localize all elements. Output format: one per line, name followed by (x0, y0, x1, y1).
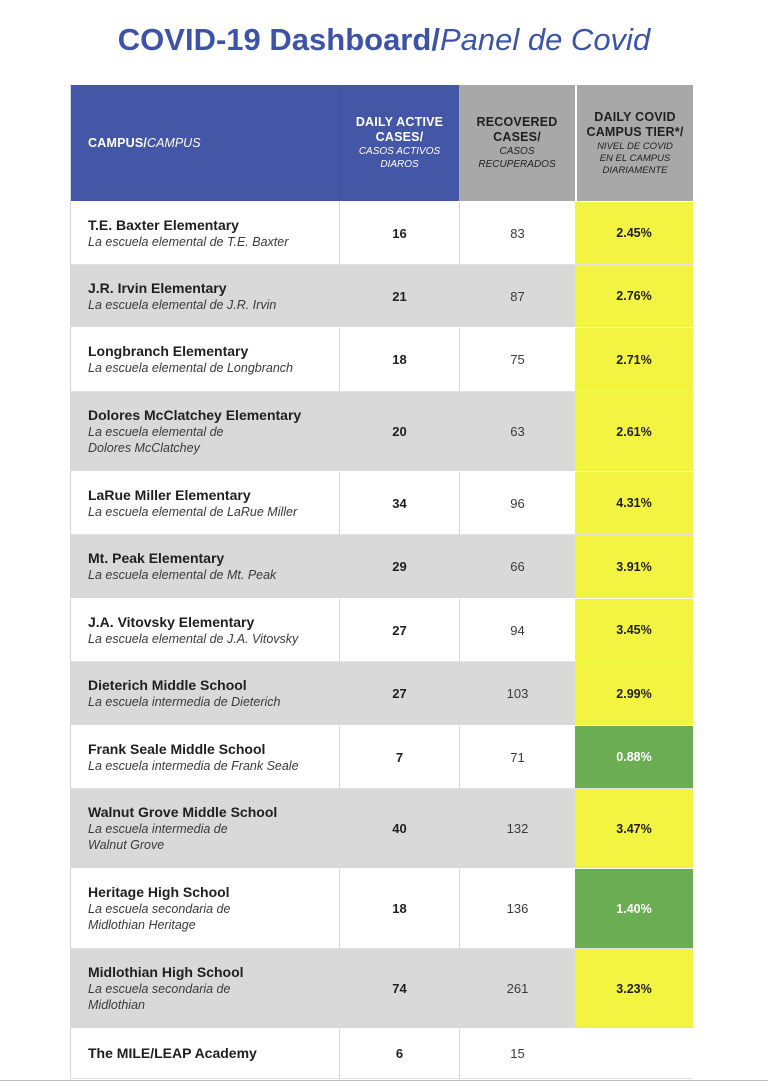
campus-tier-cell (575, 328, 693, 391)
recovered-cases-cell (459, 1029, 575, 1078)
active-cases-value: 21 (392, 288, 407, 304)
recovered-cases-value: 83 (510, 225, 525, 241)
campus-cell (71, 1029, 339, 1078)
recovered-cases-value: 136 (506, 901, 529, 916)
active-cases-value: 6 (395, 1046, 404, 1061)
table-row (71, 535, 693, 599)
recovered-cases-value: 132 (506, 821, 529, 836)
campus-name-spanish: La escuela elemental de J.R. Irvin (88, 297, 277, 312)
recovered-cases-value: 71 (510, 749, 525, 765)
table-row (71, 789, 693, 869)
campus-name-spanish: Midlothian (88, 998, 145, 1012)
campus-cell (71, 535, 339, 598)
table-row (71, 328, 693, 392)
campus-name: Frank Seale Middle School (88, 740, 266, 757)
recovered-cases-cell (459, 472, 575, 534)
campus-name: LaRue Miller Elementary (88, 486, 251, 503)
recovered-cases-value: 87 (510, 288, 525, 304)
campus-tier-value: 3.91% (575, 535, 693, 598)
title-english: COVID-19 Dashboard (117, 22, 432, 57)
table-row (71, 202, 693, 265)
recovered-cases-cell (459, 949, 575, 1028)
campus-tier-value: 2.76% (575, 265, 693, 327)
campus-cell (71, 599, 339, 661)
campus-cell (71, 472, 339, 534)
active-cases-value: 16 (392, 225, 407, 241)
active-cases-value: 40 (392, 821, 407, 836)
active-cases-cell (339, 789, 459, 868)
campus-name-spanish: Dolores McClatchey (88, 441, 200, 455)
campus-name: Dolores McClatchey Elementary (88, 407, 302, 423)
page-bottom-divider (0, 1080, 768, 1081)
campus-name: Longbranch Elementary (88, 343, 249, 359)
campus-cell (71, 392, 339, 471)
recovered-cases-cell (459, 535, 575, 598)
campus-tier-cell (575, 265, 693, 327)
campus-cell (71, 869, 339, 948)
campus-name: Dieterich Middle School (88, 677, 247, 693)
recovered-cases-cell (459, 202, 575, 264)
active-cases-cell (339, 328, 459, 391)
campus-tier-value: 3.23% (575, 949, 693, 1028)
table-body (71, 202, 692, 1079)
campus-cell (71, 662, 339, 725)
campus-tier-cell (575, 535, 693, 598)
active-cases-value: 18 (392, 901, 407, 916)
campus-name: Walnut Grove Middle School (88, 804, 278, 820)
title-slash: / (431, 22, 440, 57)
campus-name-spanish: La escuela elemental de Mt. Peak (88, 568, 277, 582)
header-campus-en: CAMPUS/ (88, 135, 148, 150)
header-recovered-en-1: RECOVERED (476, 115, 558, 129)
active-cases-cell (339, 662, 459, 725)
header-recovered (459, 85, 575, 201)
campus-tier-value: 4.31% (575, 472, 693, 534)
campus-name-spanish: La escuela elemental de (88, 425, 224, 439)
header-campus (71, 85, 339, 201)
header-recovered-es-1: CASOS (499, 146, 535, 157)
campus-tier-value: 2.45% (575, 202, 693, 264)
table-row (71, 726, 693, 789)
active-cases-value: 34 (392, 495, 407, 511)
active-cases-cell (339, 392, 459, 471)
campus-tier-cell (575, 949, 693, 1028)
header-tier-en-2: CAMPUS TIER*/ (586, 124, 684, 139)
active-cases-cell (339, 265, 459, 327)
header-campus-es: CAMPUS (147, 135, 201, 150)
campus-tier-cell (575, 726, 693, 788)
campus-tier-cell (575, 392, 693, 471)
campus-tier-cell (575, 869, 693, 948)
header-tier-en-1: DAILY COVID (594, 109, 676, 124)
campus-tier-value (575, 1029, 693, 1078)
active-cases-value: 27 (392, 622, 407, 638)
table-row (71, 392, 693, 472)
header-recovered-en-2: CASES/ (493, 130, 541, 144)
table-row (71, 949, 693, 1029)
table-row (71, 662, 693, 726)
covid-dashboard-table (70, 85, 692, 1079)
active-cases-value: 29 (392, 559, 407, 574)
active-cases-cell (339, 1029, 459, 1078)
active-cases-cell (339, 869, 459, 948)
active-cases-cell (339, 599, 459, 661)
campus-tier-value: 1.40% (575, 869, 693, 948)
table-row (71, 265, 693, 328)
recovered-cases-cell (459, 265, 575, 327)
campus-tier-value: 2.71% (575, 328, 693, 391)
recovered-cases-value: 94 (510, 622, 525, 638)
active-cases-cell (339, 202, 459, 264)
active-cases-cell (339, 472, 459, 534)
campus-tier-value: 2.61% (575, 392, 693, 471)
table-row (71, 1029, 693, 1079)
campus-tier-value: 2.99% (575, 662, 693, 725)
header-daily-active (339, 85, 459, 201)
campus-name: Midlothian High School (88, 964, 244, 980)
recovered-cases-value: 75 (510, 352, 525, 367)
campus-name-spanish: Midlothian Heritage (88, 918, 196, 932)
campus-tier-value: 0.88% (575, 726, 693, 788)
campus-tier-cell (575, 662, 693, 725)
campus-name: Heritage High School (88, 884, 230, 900)
active-cases-value: 20 (392, 424, 407, 439)
recovered-cases-cell (459, 599, 575, 661)
recovered-cases-cell (459, 789, 575, 868)
table-header (71, 85, 693, 202)
recovered-cases-value: 66 (510, 559, 525, 574)
campus-name-spanish: La escuela intermedia de Frank Seale (88, 758, 299, 773)
campus-name-spanish: La escuela secondaria de (88, 982, 231, 996)
campus-name: T.E. Baxter Elementary (88, 216, 239, 233)
campus-tier-cell (575, 599, 693, 661)
active-cases-value: 18 (392, 352, 407, 367)
active-cases-value: 74 (392, 981, 407, 996)
campus-tier-cell (575, 789, 693, 868)
page-title (0, 22, 768, 58)
active-cases-cell (339, 949, 459, 1028)
campus-tier-cell (575, 1029, 693, 1078)
campus-tier-cell (575, 202, 693, 264)
campus-name: J.R. Irvin Elementary (88, 279, 227, 296)
campus-name-spanish: La escuela elemental de Longbranch (88, 361, 294, 375)
recovered-cases-value: 103 (506, 686, 529, 701)
header-active-en-1: DAILY ACTIVE (355, 115, 444, 129)
campus-cell (71, 265, 339, 327)
campus-name: The MILE/LEAP Academy (88, 1045, 257, 1061)
active-cases-value: 27 (392, 686, 407, 701)
header-active-en-2: CASES/ (375, 130, 424, 144)
campus-name-spanish: La escuela elemental de T.E. Baxter (88, 234, 289, 249)
table-row (71, 472, 693, 535)
campus-tier-cell (575, 472, 693, 534)
header-tier-es-1: NIVEL DE COVID (597, 140, 673, 152)
campus-cell (71, 789, 339, 868)
campus-cell (71, 328, 339, 391)
campus-name: J.A. Vitovsky Elementary (88, 613, 255, 630)
campus-name-spanish: La escuela secondaria de (88, 902, 231, 916)
active-cases-cell (339, 535, 459, 598)
campus-cell (71, 726, 339, 788)
title-spanish: Panel de Covid (439, 22, 651, 57)
recovered-cases-cell (459, 662, 575, 725)
header-active-es-1: CASOS ACTIVOS (358, 146, 441, 157)
recovered-cases-cell (459, 869, 575, 948)
campus-tier-value: 3.47% (575, 789, 693, 868)
header-tier-es-2: EN EL CAMPUS (599, 152, 671, 164)
recovered-cases-cell (459, 392, 575, 471)
active-cases-value: 7 (395, 749, 404, 765)
recovered-cases-cell (459, 328, 575, 391)
campus-tier-value: 3.45% (575, 599, 693, 661)
header-tier-es-3: DIARIAMENTE (602, 164, 668, 176)
campus-name: Mt. Peak Elementary (88, 550, 225, 566)
campus-name-spanish: Walnut Grove (88, 838, 165, 852)
recovered-cases-cell (459, 726, 575, 788)
header-recovered-es-2: RECUPERADOS (478, 158, 556, 170)
table-row (71, 599, 693, 662)
campus-name-spanish: La escuela intermedia de Dieterich (88, 695, 281, 709)
table-row (71, 869, 693, 949)
campus-name-spanish: La escuela elemental de LaRue Miller (88, 504, 298, 519)
recovered-cases-value: 96 (510, 495, 525, 511)
header-active-es-2: DIAROS (380, 158, 419, 170)
campus-name-spanish: La escuela elemental de J.A. Vitovsky (88, 631, 299, 646)
campus-name-spanish: La escuela intermedia de (88, 822, 228, 836)
active-cases-cell (339, 726, 459, 788)
recovered-cases-value: 63 (510, 424, 525, 439)
header-tier (575, 85, 693, 201)
recovered-cases-value: 15 (510, 1046, 525, 1061)
campus-cell (71, 949, 339, 1028)
campus-cell (71, 202, 339, 264)
recovered-cases-value: 261 (506, 981, 529, 996)
